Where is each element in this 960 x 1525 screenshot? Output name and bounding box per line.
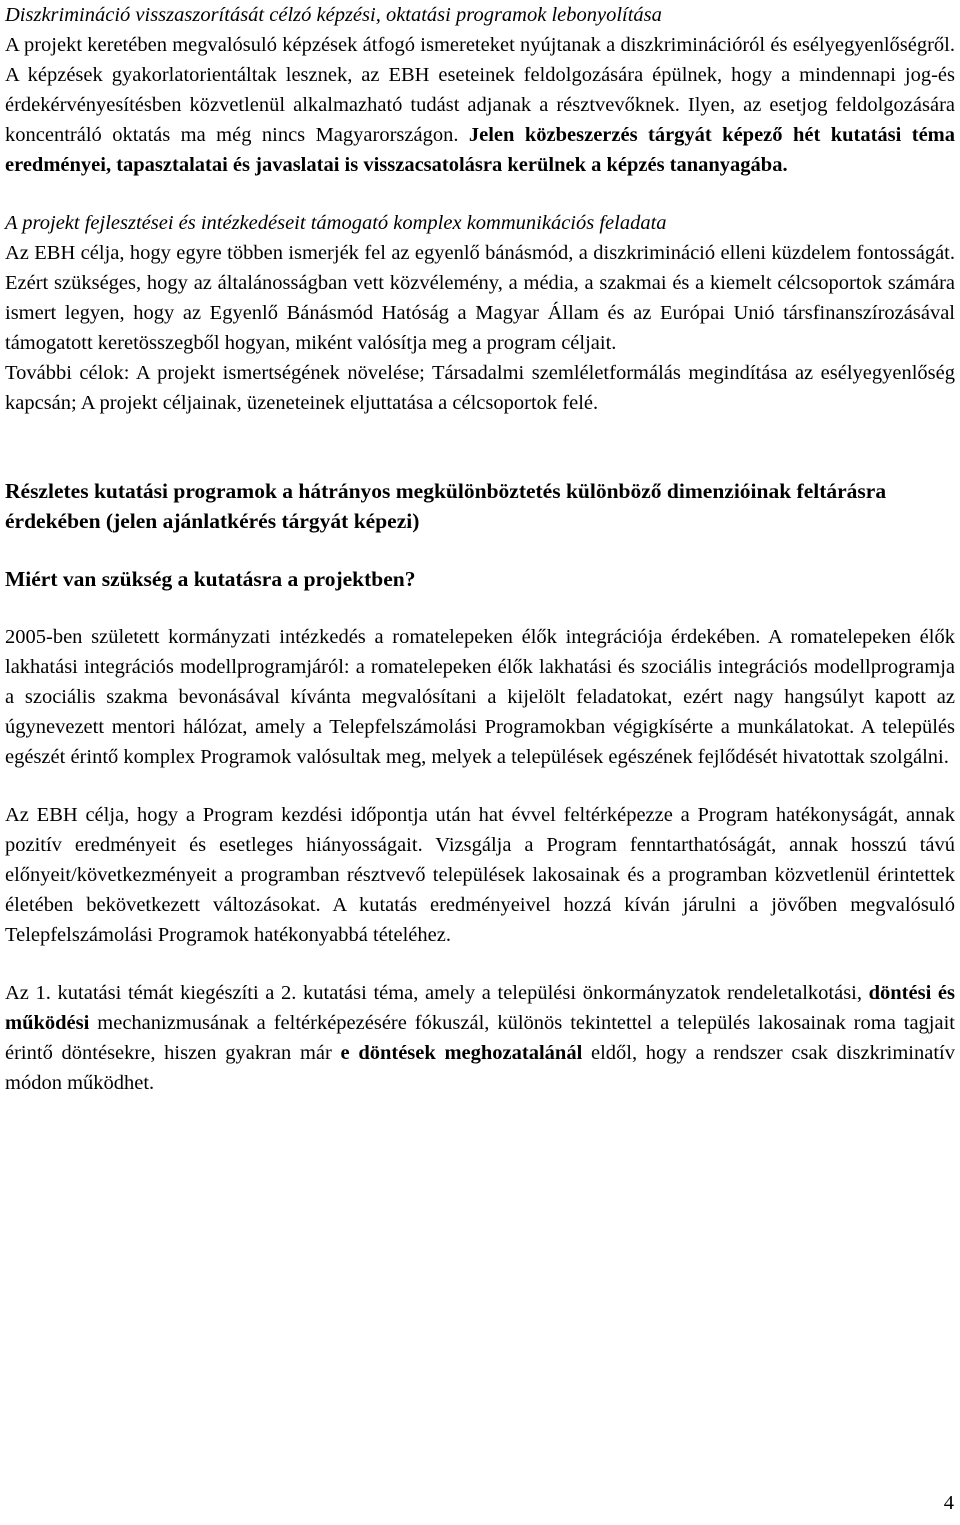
- training-text-part1: A projekt keretében megvalósuló képzések átfogó ismereteket nyújtanak a diszkriminációról és esélyegyenlőségről. A képzések gyakorlatorientáltak lesznek, az EBH eseteinek feldolgozására épülnek, hogy a mindennapi jog-és érdekérvényesítésben közvetlenül alkalmazható tudást adjanak a résztvevőknek.: [5, 34, 955, 116]
- research-question: Miért van szükség a kutatásra a projektben?: [5, 567, 416, 591]
- communication-paragraph-1: [5, 238, 955, 358]
- research-heading: Részletes kutatási programok a hátrányos megkülönböztetés különböző dimenzióinak feltárásra érdekében (jelen ajánlatkérés tárgyát képezi): [5, 479, 887, 533]
- communication-text-part1: Az EBH célja, hogy egyre többen ismerjék fel az egyenlő bánásmód, a diszkrimináció elleni küzdelem fontosságát.: [5, 242, 955, 264]
- research-paragraph-1: [5, 622, 955, 772]
- research-paragraph-3: [5, 978, 955, 1098]
- communication-text-part2: Ezért szükséges, hogy az általánosságban vett közvélemény, a média, a szakmai és a kiemelt célcsoportok számára ismert legyen, hogy az Egyenlő Bánásmód Hatóság a Magyar Állam és az Európai Unió társfinanszírozásával támogatott keretösszegből hogyan, miként valósítja meg a program céljait.: [5, 272, 955, 354]
- research-p2-part3: A kutatás eredményeivel hozzá kíván járulni a jövőben megvalósuló Telepfelszámolási Programok hatékonyabbá tételéhez.: [5, 894, 955, 946]
- training-heading: Diszkrimináció visszaszorítását célzó képzési, oktatási programok lebonyolítása: [5, 4, 662, 26]
- research-p3-part1: Az 1. kutatási témát kiegészíti a 2. kutatási téma, amely a települési önkormányzatok rendeletalkotási,: [5, 982, 869, 1004]
- research-p1-part1: 2005-ben született kormányzati intézkedés a romatelepeken élők integrációja érdekében.: [5, 626, 768, 648]
- research-p3-bold-1: döntési és működési: [5, 982, 955, 1034]
- communication-paragraph-2: További célok: A projekt ismertségének növelése; Társadalmi szemléletformálás megindítása az esélyegyenlőség kapcsán; A projekt céljainak, üzeneteinek eljuttatása a célcsoportok felé.: [5, 362, 955, 414]
- training-text-bold: Jelen közbeszerzés tárgyát képező hét kutatási téma eredményei, tapasztalatai és javaslatai is visszacsatolásra kerülnek a képzés tananyagába.: [5, 124, 955, 176]
- research-p3-part3: eldől, hogy a rendszer csak diszkriminatív módon működhet.: [5, 1042, 955, 1094]
- research-paragraph-2: [5, 800, 955, 950]
- training-paragraph: [5, 30, 955, 180]
- research-p3-part2: mechanizmusának a feltérképezésére fókuszál, különös tekintettel a település lakosainak roma tagjait érintő döntésekre, hiszen gyakran már: [5, 1012, 955, 1064]
- research-p1-part2: A romatelepeken élők lakhatási integrációs modellprogramjáról: a romatelepeken élők lakhatási és szociális integrációs modellprogramja a szociális szakma bevonásával kívánta megvalósítani a kijelölt feladatokat, ezért nagy hangsúlyt kapott az úgynevezett mentori hálózat, amely a Telepfelszámolási Programokban végigkísérte a munkálatokat.: [5, 626, 955, 738]
- training-text-part2: Ilyen, az esetjog feldolgozására koncentráló oktatás ma még nincs Magyarországon.: [5, 94, 956, 146]
- document-page: [5, 0, 955, 1098]
- research-p3-bold-2: e döntések meghozatalánál: [340, 1042, 583, 1064]
- page-number: 4: [943, 1492, 954, 1514]
- research-p2-part2: Vizsgálja a Program fenntarthatóságát, annak hosszú távú előnyeit/következményeit a programban résztvevő települések lakosainak és a programban közvetlenül érintettek életében bekövetkezett változásokat.: [5, 834, 955, 916]
- research-p1-part3: A település egészét érintő komplex Programok valósultak meg, melyek a települések egészének fejlődését hivatottak szolgálni.: [5, 716, 955, 768]
- communication-heading: A projekt fejlesztései és intézkedéseit támogató komplex kommunikációs feladata: [5, 212, 667, 234]
- research-p2-part1: Az EBH célja, hogy a Program kezdési időpontja után hat évvel feltérképezze a Program hatékonyságát, annak pozitív eredményeit és esetleges hiányosságait.: [5, 804, 955, 856]
